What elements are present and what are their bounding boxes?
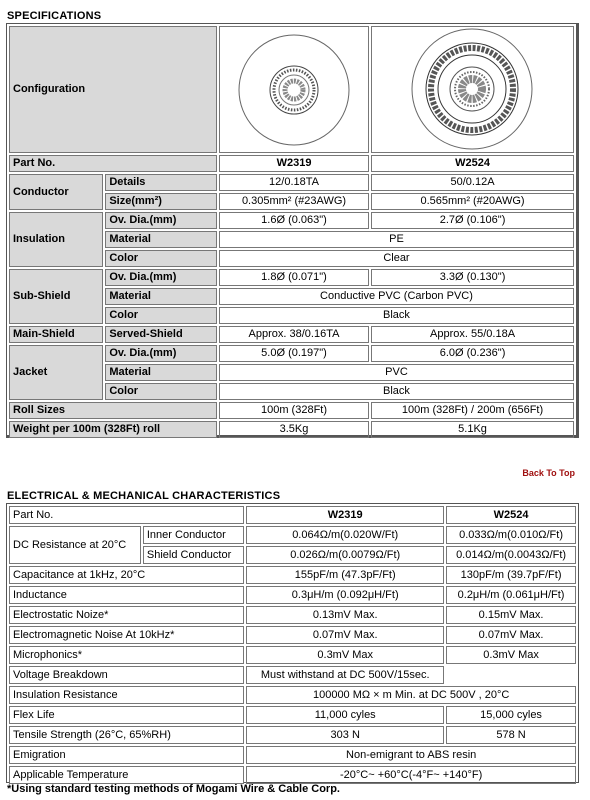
part-w2524: W2524 [371, 155, 574, 172]
specifications-heading: SPECIFICATIONS [7, 10, 102, 22]
weight-w2524: 5.1Kg [371, 421, 574, 438]
ins-material-label: Material [105, 231, 217, 248]
w2524-cross-section-image [371, 26, 574, 153]
jacket-material-label: Material [105, 364, 217, 381]
capacitance-label: Capacitance at 1kHz, 20°C [9, 566, 244, 584]
emigration-value: Non-emigrant to ABS resin [246, 746, 576, 764]
capacitance-w2319: 155pF/m (47.3pF/Ft) [246, 566, 444, 584]
size-w2524: 0.565mm² (#20AWG) [371, 193, 574, 210]
electrostatic-w2319: 0.13mV Max. [246, 606, 444, 624]
details-w2524: 50/0.12A [371, 174, 574, 191]
electromagnetic-w2524: 0.07mV Max. [446, 626, 576, 644]
sub-material-label: Material [105, 288, 217, 305]
microphonics-label: Microphonics* [9, 646, 244, 664]
flex-life-w2319: 11,000 cyles [246, 706, 444, 724]
jacket-color-label: Color [105, 383, 217, 400]
w2524-cable-icon [405, 27, 540, 152]
inductance-label: Inductance [9, 586, 244, 604]
electromagnetic-w2319: 0.07mV Max. [246, 626, 444, 644]
sub-dia-label: Ov. Dia.(mm) [105, 269, 217, 286]
dc-shield-w2524: 0.014Ω/m(0.0043Ω/Ft) [446, 546, 576, 564]
jacket-color: Black [219, 383, 574, 400]
sub-shield-label: Sub-Shield [9, 269, 103, 324]
ins-dia-w2524: 2.7Ø (0.106") [371, 212, 574, 229]
capacitance-w2524: 130pF/m (39.7pF/Ft) [446, 566, 576, 584]
tensile-w2319: 303 N [246, 726, 444, 744]
flex-life-label: Flex Life [9, 706, 244, 724]
dc-inner-w2524: 0.033Ω/m(0.010Ω/Ft) [446, 526, 576, 544]
inductance-w2319: 0.3μH/m (0.092μH/Ft) [246, 586, 444, 604]
served-shield-label: Served-Shield [105, 326, 217, 343]
microphonics-w2524: 0.3mV Max [446, 646, 576, 664]
part-w2319: W2319 [219, 155, 369, 172]
jacket-material: PVC [219, 364, 574, 381]
microphonics-w2319: 0.3mV Max [246, 646, 444, 664]
ins-color-label: Color [105, 250, 217, 267]
dc-resistance-label: DC Resistance at 20°C [9, 526, 141, 564]
sub-color-label: Color [105, 307, 217, 324]
dc-inner-w2319: 0.064Ω/m(0.020W/Ft) [246, 526, 444, 544]
size-w2319: 0.305mm² (#23AWG) [219, 193, 369, 210]
specifications-table [6, 23, 579, 438]
sub-dia-w2524: 3.3Ø (0.130") [371, 269, 574, 286]
main-shield-label: Main-Shield [9, 326, 103, 343]
jacket-dia-w2524: 6.0Ø (0.236") [371, 345, 574, 362]
footnote: *Using standard testing methods of Mogami Wire & Cable Corp. [7, 783, 340, 795]
roll-w2319: 100m (328Ft) [219, 402, 369, 419]
roll-w2524: 100m (328Ft) / 200m (656Ft) [371, 402, 574, 419]
ins-color: Clear [219, 250, 574, 267]
jacket-label: Jacket [9, 345, 103, 400]
roll-sizes-label: Roll Sizes [9, 402, 217, 419]
electrical-table [6, 503, 579, 783]
temperature-label: Applicable Temperature [9, 766, 244, 784]
served-w2524: Approx. 55/0.18A [371, 326, 574, 343]
inductance-w2524: 0.2μH/m (0.061μH/Ft) [446, 586, 576, 604]
ins-dia-label: Ov. Dia.(mm) [105, 212, 217, 229]
w2319-cross-section-image [219, 26, 369, 153]
elec-w2524: W2524 [446, 506, 576, 524]
electrostatic-label: Electrostatic Noize* [9, 606, 244, 624]
ins-material: PE [219, 231, 574, 248]
flex-life-w2524: 15,000 cyles [446, 706, 576, 724]
sub-dia-w2319: 1.8Ø (0.071") [219, 269, 369, 286]
part-no-label: Part No. [9, 155, 217, 172]
emigration-label: Emigration [9, 746, 244, 764]
voltage-breakdown-value: Must withstand at DC 500V/15sec. [246, 666, 444, 684]
sub-color: Black [219, 307, 574, 324]
elec-part-no-label: Part No. [9, 506, 244, 524]
inner-conductor-label: Inner Conductor [143, 526, 244, 544]
details-label: Details [105, 174, 217, 191]
electrostatic-w2524: 0.15mV Max. [446, 606, 576, 624]
back-to-top-link[interactable]: Back To Top [522, 468, 575, 478]
jacket-dia-label: Ov. Dia.(mm) [105, 345, 217, 362]
details-w2319: 12/0.18TA [219, 174, 369, 191]
voltage-breakdown-label: Voltage Breakdown [9, 666, 244, 684]
tensile-w2524: 578 N [446, 726, 576, 744]
w2319-cable-icon [234, 30, 354, 150]
electrical-heading: ELECTRICAL & MECHANICAL CHARACTERISTICS [7, 490, 281, 502]
jacket-dia-w2319: 5.0Ø (0.197") [219, 345, 369, 362]
shield-conductor-label: Shield Conductor [143, 546, 244, 564]
dc-shield-w2319: 0.026Ω/m(0.0079Ω/Ft) [246, 546, 444, 564]
elec-w2319: W2319 [246, 506, 444, 524]
weight-w2319: 3.5Kg [219, 421, 369, 438]
conductor-label: Conductor [9, 174, 103, 210]
temperature-value: -20°C~ +60°C(-4°F~ +140°F) [246, 766, 576, 784]
tensile-label: Tensile Strength (26°C, 65%RH) [9, 726, 244, 744]
size-label: Size(mm²) [105, 193, 217, 210]
voltage-breakdown-empty [446, 666, 576, 684]
electromagnetic-label: Electromagnetic Noise At 10kHz* [9, 626, 244, 644]
insulation-resistance-value: 100000 MΩ × m Min. at DC 500V , 20°C [246, 686, 576, 704]
ins-dia-w2319: 1.6Ø (0.063") [219, 212, 369, 229]
weight-label: Weight per 100m (328Ft) roll [9, 421, 217, 438]
insulation-label: Insulation [9, 212, 103, 267]
insulation-resistance-label: Insulation Resistance [9, 686, 244, 704]
served-w2319: Approx. 38/0.16TA [219, 326, 369, 343]
sub-material: Conductive PVC (Carbon PVC) [219, 288, 574, 305]
configuration-label: Configuration [9, 26, 217, 153]
